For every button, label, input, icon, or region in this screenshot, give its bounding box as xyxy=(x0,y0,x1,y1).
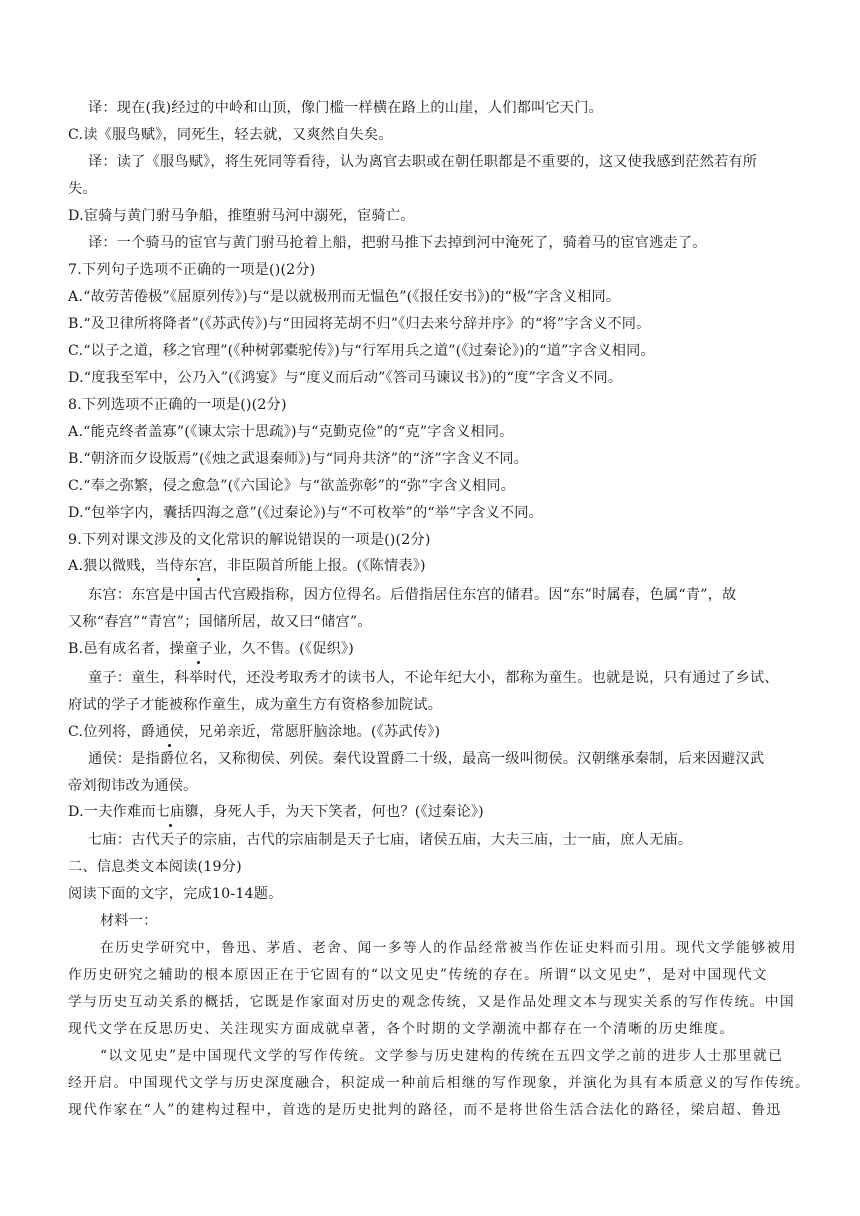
paragraph-line: 在历史学研究中，鲁迅、茅盾、老舍、闻一多等人的作品经常被当作佐证史料而引用。现代文学能够被用 xyxy=(100,940,797,956)
text-line: 东宫：东宫是中国古代宫殿指称，因方位得名。后借指居住东宫的储君。因“东”时属春，色属“青”，故 xyxy=(88,587,737,603)
option-text: ，非臣陨首所能上报。(《陈情表》) xyxy=(212,558,426,574)
text-line: 通侯：是指爵位名，又称彻侯、列侯。秦代设置爵二十级，最高一级叫彻侯。汉朝继承秦制，后来因避汉武 xyxy=(88,751,765,767)
option-line: D.“包举字内，囊括四海之意”(《过秦论》)与“不可枚举”的“举”字含义不同。 xyxy=(68,505,544,521)
question-8-heading: 8.下列选项不正确的一项是()(2分) xyxy=(68,397,287,413)
instruction-line: 阅读下面的文字，完成10-14题。 xyxy=(68,886,283,902)
text-line: 又称“春宫”“青宫”；国储所居，故又曰“储宫”。 xyxy=(68,614,372,630)
dotted-term: 东宫 xyxy=(183,558,213,574)
paragraph-line: “以文见史”是中国现代文学的写作传统。文学参与历史建构的传统在五四文学之前的进步人士那里就已 xyxy=(100,1048,784,1064)
text-line: 失。 xyxy=(68,181,97,197)
dotted-term: 童子 xyxy=(184,641,213,657)
dotted-term: 通侯 xyxy=(155,724,184,740)
text-line: 七庙：古代天子的宗庙，古代的宗庙制是天子七庙，诸侯五庙，大夫三庙，士一庙，庶人无庙。 xyxy=(88,832,693,848)
text-line: C.读《服鸟赋》，同死生，轻去就，又爽然自失矣。 xyxy=(68,127,393,143)
material-label: 材料一： xyxy=(100,913,158,929)
option-line: C.“以子之道，移之官理”(《种树郭橐驼传》)与“行军用兵之道”(《过秦论》)的“道”字含义相同。 xyxy=(68,343,655,359)
text-line: 府试的学子才能被称作童生，成为童生方有资格参加院试。 xyxy=(68,697,443,713)
option-line xyxy=(68,722,798,742)
text-line: 童子：童生，科举时代，还没考取秀才的读书人，不论年纪大小，都称为童生。也就是说，只有通过了乡试、 xyxy=(88,670,779,686)
text-line: D.宦骑与黄门驸马争船，推堕驸马河中溺死，宦骑亡。 xyxy=(68,208,415,224)
option-text: 业，久不售。(《促织》) xyxy=(212,641,354,657)
option-text: C.位列将，爵 xyxy=(68,724,156,740)
option-line: A.“能克终者盖寡”(《谏太宗十思疏》)与“克勤克俭”的“克”字含义相同。 xyxy=(68,424,514,440)
text-line: 帝刘彻讳改为通侯。 xyxy=(68,778,198,794)
option-line xyxy=(68,802,798,822)
option-line: D.“度我至军中，公乃入”(《鸿宴》与“度义而后动”《答司马谏议书》)的“度”字含义不同。 xyxy=(68,370,623,386)
option-line: A.“故劳苦倦极”《屈原列传》)与“是以就极刑而无愠色”(《报任安书》)的“极”字含义相同。 xyxy=(68,289,621,305)
option-text: A.猥以微贱，当侍 xyxy=(68,558,184,574)
question-7-heading: 7.下列句子选项不正确的一项是()(2分) xyxy=(68,262,316,278)
option-line: B.“及卫律所将降者”(《苏武传》)与“田园将芜胡不归”《归去来兮辞并序》的“将”字含义不同。 xyxy=(68,316,651,332)
text-line: 译：一个骑马的宦官与黄门驸马抢着上船，把驸马推下去掉到河中淹死了，骑着马的宦官逃走了。 xyxy=(88,235,707,251)
text-line: 译：现在(我)经过的中岭和山顶，像门槛一样横在路上的山崖，人们都叫它天门。 xyxy=(88,100,604,116)
option-text: B.邑有成名者，操 xyxy=(68,641,185,657)
option-line: B.“朝济而夕设版焉”(《烛之武退秦师》)与“同舟共济”的“济”字含义不同。 xyxy=(68,451,529,467)
dotted-term: 七庙 xyxy=(155,804,185,820)
option-text: 隳，身死人手，为天下笑者，何也？(《过秦论》) xyxy=(184,804,484,820)
paragraph-line: 作历史研究之辅助的根本原因正在于它固有的“以文见史”传统的存在。所谓“以文见史”，是对中国现代文 xyxy=(68,967,769,983)
paragraph-line: 学与历史互动关系的概括，它既是作家面对历史的观念传统，又是作品处理文本与现实关系的写作传统。中国 xyxy=(68,994,796,1010)
option-line xyxy=(68,639,798,659)
paragraph-line: 现代文学在反思历史、关注现实方面成就卓著，各个时期的文学潮流中都存在一个清晰的历史维度。 xyxy=(68,1021,735,1037)
question-9-heading: 9.下列对课文涉及的文化常识的解说错误的一项是()(2分) xyxy=(68,532,431,548)
paragraph-line: 现代作家在“人”的建构过程中，首选的是历史批判的路径，而不是将世俗生活合法化的路径，梁启超、鲁迅 xyxy=(68,1102,782,1118)
text-line: 译：读了《服鸟赋》，将生死同等看待，认为离官去职或在朝任职都是不重要的，这又使我感到茫然若有所 xyxy=(88,154,758,170)
section-heading: 二、信息类文本阅读(19分) xyxy=(68,859,242,875)
paragraph-line: 经开启。中国现代文学与历史深度融合，积淀成一种前后相继的写作现象，并演化为具有本质意义的写作传统。 xyxy=(68,1075,811,1091)
option-line xyxy=(68,556,798,576)
option-text: ，兄弟亲近，常愿肝脑涂地。(《苏武传》) xyxy=(183,724,441,740)
option-line: C.“奉之弥繁，侵之愈急”(《六国论》与“欲盖弥彰”的“弥”字含义相同。 xyxy=(68,478,516,494)
option-text: D.一夫作难而 xyxy=(68,804,156,820)
